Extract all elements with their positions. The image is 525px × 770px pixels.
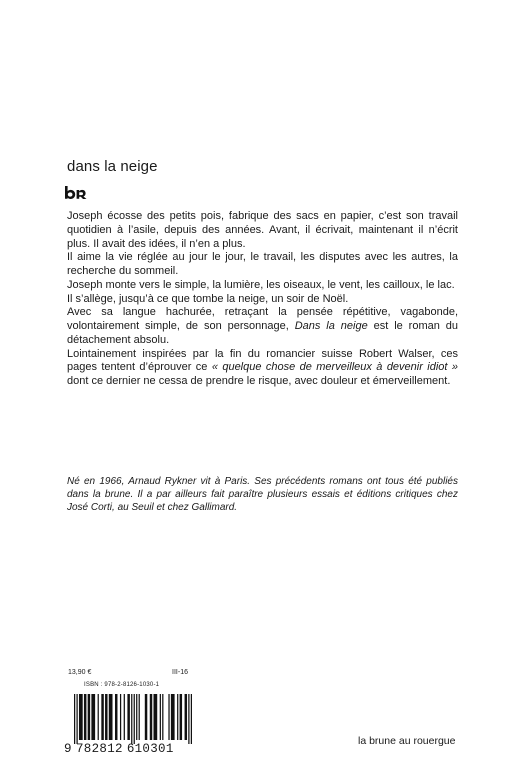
blurb-text: Avec sa langue hachurée, retraçant la pensée répétitive, vagabonde, volontairement simple, de son personnage, [67,306,458,332]
barcode-bar [101,694,103,740]
barcode-bar [168,694,169,740]
barcode-bar [171,694,175,740]
blurb-paragraph: Il aime la vie réglée au jour le jour, le travail, les disputes avec les autres, la recherche du sommeil. [67,251,458,277]
blurb-quote-italic: « quelque chose de merveilleux à devenir idiot » [211,361,458,374]
barcode-bar [88,694,90,740]
barcode-bar [124,694,125,740]
barcode-bar [105,694,107,740]
barcode-bar [115,694,117,740]
isbn: ISBN : 978-2-8126-1030-1 [84,682,160,688]
blurb-book-title-italic: Dans la neige [294,320,368,332]
author-bio: Né en 1966, Arnaud Rykner vit à Paris. Ses précédents romans ont tous été publiés dans la brune. Il a par ailleurs fait paraître plusieurs essais et éditions critiques chez José Corti, au Seuil et chez Gallimard. [67,476,458,514]
book-title: dans la neige [67,158,158,175]
blurb-text: Lointainement inspirées par la fin du romancier suisse Robert Walser, ces pages tentent d’éprouver ce [67,347,458,374]
barcode-bar [150,694,152,740]
blurb-paragraph [67,306,458,347]
barcode-bar [134,694,135,744]
barcode-bar [109,694,113,740]
blurb-paragraph: Joseph écosse des petits pois, fabrique des sacs en papier, c’est son travail quotidien à l’asile, depuis des années. Avant, il écrivait, maintenant il n’écrit plus. Il avait des idées, il n’en a plus. [67,210,458,250]
price-row [68,669,188,676]
barcode-bar [162,694,163,740]
barcode-bar [191,694,192,744]
catalog-code: III-16 [172,669,188,676]
blurb-paragraph [67,348,458,389]
barcode-bar [188,694,189,744]
barcode-bar [177,694,178,740]
barcode [74,694,192,744]
blurb-text: est le roman du détachement absolu. [67,320,458,346]
blurb-text: dont ce dernier ne cessa de prendre le risque, avec douleur et émerveillement. [67,375,451,387]
barcode-bar [180,694,182,740]
br-logo [65,186,87,199]
barcode-bar [74,694,75,744]
barcode-bar [139,694,140,740]
publisher-name: la brune au rouergue [358,735,456,747]
barcode-bar [160,694,161,740]
ean-digits [64,741,196,757]
blurb-paragraph: Il s’allège, jusqu’à ce que tombe la neige, un soir de Noël. [67,292,349,305]
blurb-paragraph: Joseph monte vers le simple, la lumière, les oiseaux, le vent, les cailloux, le lac. [67,278,455,291]
back-cover-blurb [67,210,458,389]
barcode-bar [79,694,83,740]
barcode-bar [127,694,129,740]
barcode-bar [120,694,121,740]
price: 13,90 € [68,669,92,676]
barcode-bar [131,694,132,744]
barcode-bar [91,694,95,740]
barcode-bar [136,694,137,740]
barcode-bar [84,694,86,740]
ean-right-group: 610301 [126,742,174,756]
ean-left-group: 782812 [76,742,123,756]
ean-first-digit: 9 [64,742,72,756]
barcode-bar [185,694,187,740]
barcode-bar [76,694,77,744]
barcode-bar [153,694,157,740]
barcode-bar [98,694,99,740]
barcode-bar [145,694,147,740]
